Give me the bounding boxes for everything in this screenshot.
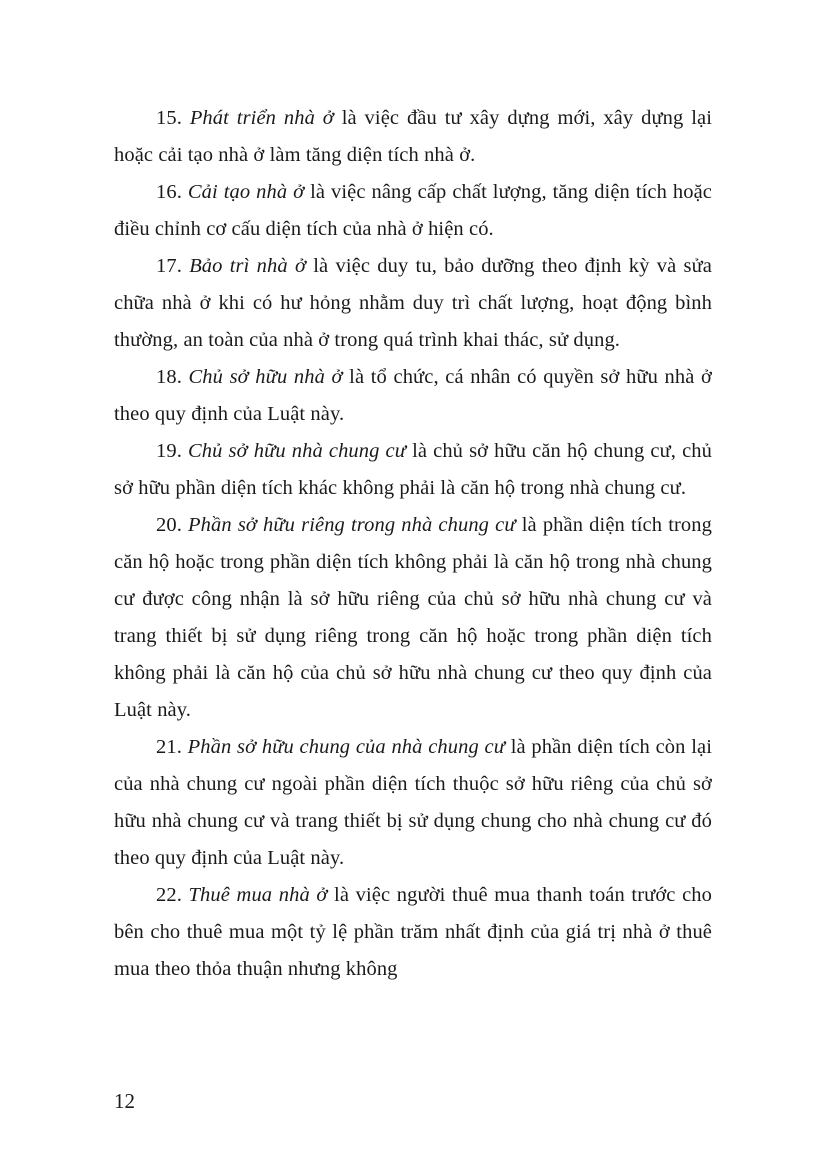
clause-number: 16. bbox=[156, 181, 182, 203]
paragraph bbox=[114, 433, 712, 507]
clause-text: là việc đầu tư xây dựng mới, xây dựng lại hoặc cải tạo nhà ở làm tăng diện tích nhà ở. bbox=[114, 107, 713, 166]
definition-term: Cải tạo nhà ở bbox=[187, 181, 305, 203]
definition-term: Bảo trì nhà ở bbox=[189, 255, 306, 277]
clause-text: là phần diện tích còn lại của nhà chung cư ngoài phần diện tích thuộc sở hữu riêng của chủ sở hữu nhà chung cư và trang thiết bị sử dụng chung cho nhà chung cư đó theo quy định của Luật này. bbox=[114, 736, 712, 869]
definition-term: Phần sở hữu chung của nhà chung cư bbox=[187, 736, 505, 758]
definition-term: Chủ sở hữu nhà ở bbox=[188, 366, 343, 388]
text-block bbox=[114, 100, 712, 988]
paragraph bbox=[114, 174, 712, 248]
definition-term: Thuê mua nhà ở bbox=[188, 884, 328, 906]
clause-text: là chủ sở hữu căn hộ chung cư, chủ sở hữu phần diện tích khác không phải là căn hộ trong nhà chung cư. bbox=[114, 440, 712, 499]
paragraph bbox=[114, 729, 712, 877]
clause-number: 20. bbox=[156, 514, 182, 536]
clause-number: 22. bbox=[156, 884, 182, 906]
paragraph bbox=[114, 359, 712, 433]
clause-text: là tổ chức, cá nhân có quyền sở hữu nhà ở theo quy định của Luật này. bbox=[114, 366, 712, 425]
clause-number: 21. bbox=[156, 736, 182, 758]
clause-text: là việc duy tu, bảo dưỡng theo định kỳ và sửa chữa nhà ở khi có hư hỏng nhằm duy trì chất lượng, hoạt động bình thường, an toàn của nhà ở trong quá trình khai thác, sử dụng. bbox=[114, 255, 712, 351]
paragraph bbox=[114, 877, 712, 988]
paragraph bbox=[114, 100, 712, 174]
definition-term: Phát triển nhà ở bbox=[189, 107, 334, 129]
clause-text: là việc người thuê mua thanh toán trước cho bên cho thuê mua một tỷ lệ phần trăm nhất định của giá trị nhà ở thuê mua theo thỏa thuận nhưng không bbox=[114, 884, 713, 980]
clause-text: là việc nâng cấp chất lượng, tăng diện tích hoặc điều chỉnh cơ cấu diện tích của nhà ở hiện có. bbox=[114, 181, 712, 240]
definition-term: Phần sở hữu riêng trong nhà chung cư bbox=[188, 514, 516, 536]
page-number: 12 bbox=[114, 1089, 135, 1113]
paragraph bbox=[114, 507, 712, 729]
clause-text: là phần diện tích trong căn hộ hoặc trong phần diện tích không phải là căn hộ trong nhà chung cư được công nhận là sở hữu riêng của chủ sở hữu nhà chung cư và trang thiết bị sử dụng riêng trong căn hộ hoặc trong phần diện tích không phải là căn hộ của chủ sở hữu nhà chung cư theo quy định của Luật này. bbox=[114, 514, 712, 721]
clause-number: 18. bbox=[156, 366, 182, 388]
clause-number: 19. bbox=[156, 440, 182, 462]
clause-number: 17. bbox=[156, 255, 182, 277]
definition-term: Chủ sở hữu nhà chung cư bbox=[188, 440, 407, 462]
clause-number: 15. bbox=[156, 107, 182, 129]
paragraph bbox=[114, 248, 712, 359]
